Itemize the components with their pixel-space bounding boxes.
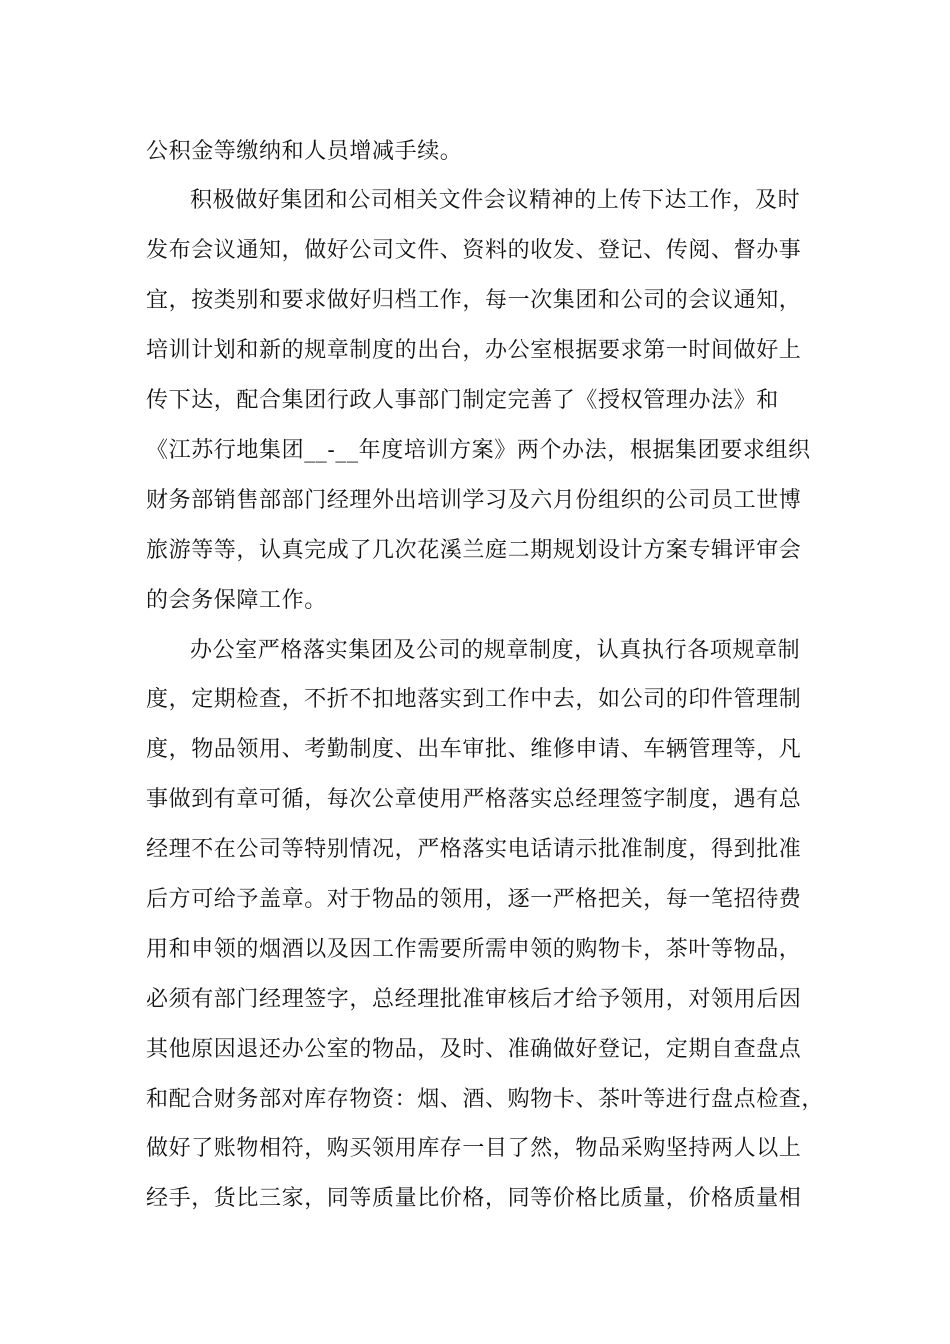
text-line: 旅游等等，认真完成了几次花溪兰庭二期规划设计方案专辑评审会	[146, 538, 802, 563]
text-line: 后方可给予盖章。对于物品的领用，逐一严格把关，每一笔招待费	[146, 887, 802, 912]
text-line: 度，物品领用、考勤制度、出车审批、维修申请、车辆管理等，凡	[146, 737, 802, 762]
text-line: 做好了账物相符，购买领用库存一目了然，物品采购坚持两人以上	[146, 1136, 802, 1161]
text-line: 传下达，配合集团行政人事部门制定完善了《授权管理办法》和	[146, 388, 779, 413]
text-line: 经手，货比三家，同等质量比价格，同等价格比质量，价格质量相	[146, 1186, 802, 1211]
paragraph-start: 积极做好集团和公司相关文件会议精神的上传下达工作，及时	[190, 188, 801, 213]
text-line: 财务部销售部部门经理外出培训学习及六月份组织的公司员工世博	[146, 488, 802, 513]
text-line: 和配合财务部对库存物资：烟、酒、购物卡、茶叶等进行盘点检查，	[146, 1087, 825, 1112]
text-line: 经理不在公司等特别情况，严格落实电话请示批准制度，得到批准	[146, 837, 802, 862]
text-line: 《江苏行地集团__-__年度培训方案》两个办法，根据集团要求组织	[146, 438, 811, 463]
text-line: 宜，按类别和要求做好归档工作，每一次集团和公司的会议通知，	[146, 288, 802, 313]
text-line: 用和申领的烟酒以及因工作需要所需申领的购物卡，茶叶等物品，	[146, 937, 802, 962]
text-line: 的会务保障工作。	[146, 588, 327, 613]
text-line: 公积金等缴纳和人员增减手续。	[146, 139, 463, 164]
text-line: 必须有部门经理签字，总经理批准审核后才给予领用，对领用后因	[146, 987, 802, 1012]
text-line: 培训计划和新的规章制度的出台，办公室根据要求第一时间做好上	[146, 338, 802, 363]
text-line: 事做到有章可循，每次公章使用严格落实总经理签字制度，遇有总	[146, 787, 802, 812]
paragraph-start: 办公室严格落实集团及公司的规章制度，认真执行各项规章制	[190, 638, 801, 663]
text-line: 其他原因退还办公室的物品，及时、准确做好登记，定期自查盘点	[146, 1037, 802, 1062]
text-line: 度，定期检查，不折不扣地落实到工作中去，如公司的印件管理制	[146, 687, 802, 712]
text-line: 发布会议通知，做好公司文件、资料的收发、登记、传阅、督办事	[146, 238, 802, 263]
